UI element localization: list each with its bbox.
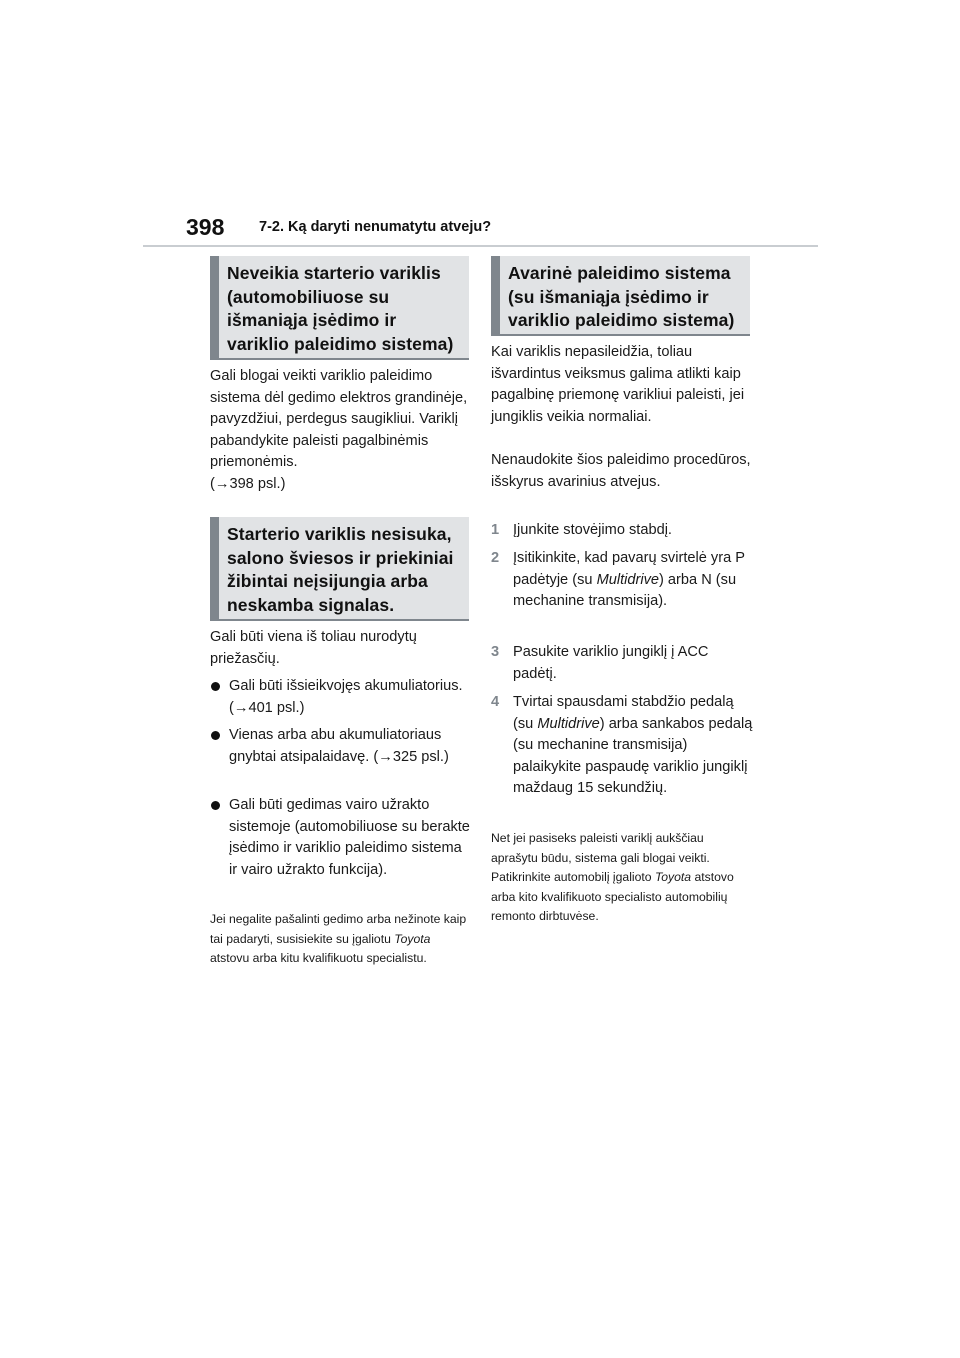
step-text: ) arba sankabos pedalą (su mechanine transmisija) palaikykite paspaudę variklio jungiklį maždaug 15 sekundžių. xyxy=(513,715,753,797)
step-text: Įsitikinkite, kad pavarų svirtelė yra P padėtyje (su xyxy=(513,550,745,588)
list-item xyxy=(210,725,472,768)
step-number: 2 xyxy=(491,550,500,566)
bullet-icon xyxy=(211,731,220,740)
paragraph-possible-causes: Gali būti viena iš toliau nurodytų priežasčių. xyxy=(210,629,417,667)
page-number: 398 xyxy=(186,214,225,240)
section-title: 7-2. Ką daryti nenumatytu atveju? xyxy=(259,219,492,235)
heading-starter-not-working: Neveikia starterio variklis (automobiliuose su išmaniąja įsėdimo ir variklio paleidimo sistema) xyxy=(210,256,469,360)
list-item-text: Gali būti išsieikvojęs akumuliatorius. (→401 psl.) xyxy=(229,678,463,716)
product-name: Multidrive xyxy=(537,715,600,732)
step-number: 4 xyxy=(491,694,500,710)
step-text: Įjunkite stovėjimo stabdį. xyxy=(513,522,672,538)
step-text: ) arba N (su mechanine transmisija). xyxy=(513,571,737,610)
bullet-icon xyxy=(211,682,220,691)
note-text: Jei negalite pašalinti gedimo arba nežinote kaip tai padaryti, susisiekite su įgaliotu xyxy=(210,912,467,946)
note-contact-dealer xyxy=(210,910,472,969)
paragraph-emergency-intro: Kai variklis nepasileidžia, toliau išvardintus veiksmus galima atlikti kaip pagalbinę priemonę varikliui paleisti, jei jungiklis veikia normaliai. xyxy=(491,344,745,425)
list-item xyxy=(210,676,472,719)
heading-emergency-start: Avarinė paleidimo sistema (su išmaniąja įsėdimo ir variklio paleidimo sistema) xyxy=(491,256,750,336)
step-item xyxy=(491,520,753,542)
list-item-text: Vienas arba abu akumuliatoriaus gnybtai atsipalaidavę. (→325 psl.) xyxy=(229,727,449,765)
step-number: 3 xyxy=(491,644,500,660)
note-text: atstovu arba kitu kvalifikuotu specialistu. xyxy=(210,951,427,965)
note-text: Net jei pasiseks paleisti variklį aukščiau aprašytu būdu, sistema gali blogai veikti. Patikrinkite automobilį įgalioto xyxy=(491,831,710,884)
header-divider xyxy=(143,245,818,247)
step-item xyxy=(491,692,753,800)
step-item xyxy=(491,548,753,613)
product-name: Multidrive xyxy=(596,571,660,588)
note-inspect-vehicle xyxy=(491,829,753,927)
bullet-icon xyxy=(211,801,220,810)
step-text: Tvirtai spausdami stabdžio pedalą (su xyxy=(513,694,734,732)
page-reference: (→398 psl.) xyxy=(210,475,286,492)
step-item xyxy=(491,642,753,685)
note-text: atstovo arba kito kvalifikuoto specialisto automobilių remonto dirbtuvėse. xyxy=(491,870,734,923)
step-text: Pasukite variklio jungiklį į ACC padėtį. xyxy=(513,644,709,682)
paragraph-emergency-warning: Nenaudokite šios paleidimo procedūros, išskyrus avarinius atvejus. xyxy=(491,452,751,490)
step-number: 1 xyxy=(491,522,500,538)
brand-name: Toyota xyxy=(654,870,692,884)
list-item xyxy=(210,795,472,881)
paragraph-text: Gali blogai veikti variklio paleidimo sistema dėl gedimo elektros grandinėje, pavyzdžiui, perdegus saugikliui. Variklį pabandykite paleisti pagalbinėmis priemonėmis. xyxy=(210,368,468,471)
paragraph-starter-cause xyxy=(210,366,472,496)
heading-starter-no-crank: Starterio variklis nesisuka, salono šviesos ir priekiniai žibintai neįsijungia arba neskamba signalas. xyxy=(210,517,469,621)
brand-name: Toyota xyxy=(394,931,431,946)
list-item-text: Gali būti gedimas vairo užrakto sistemoje (automobiliuose su berakte įsėdimo ir variklio paleidimo sistema ir vairo užrakto funkcija). xyxy=(229,797,470,878)
